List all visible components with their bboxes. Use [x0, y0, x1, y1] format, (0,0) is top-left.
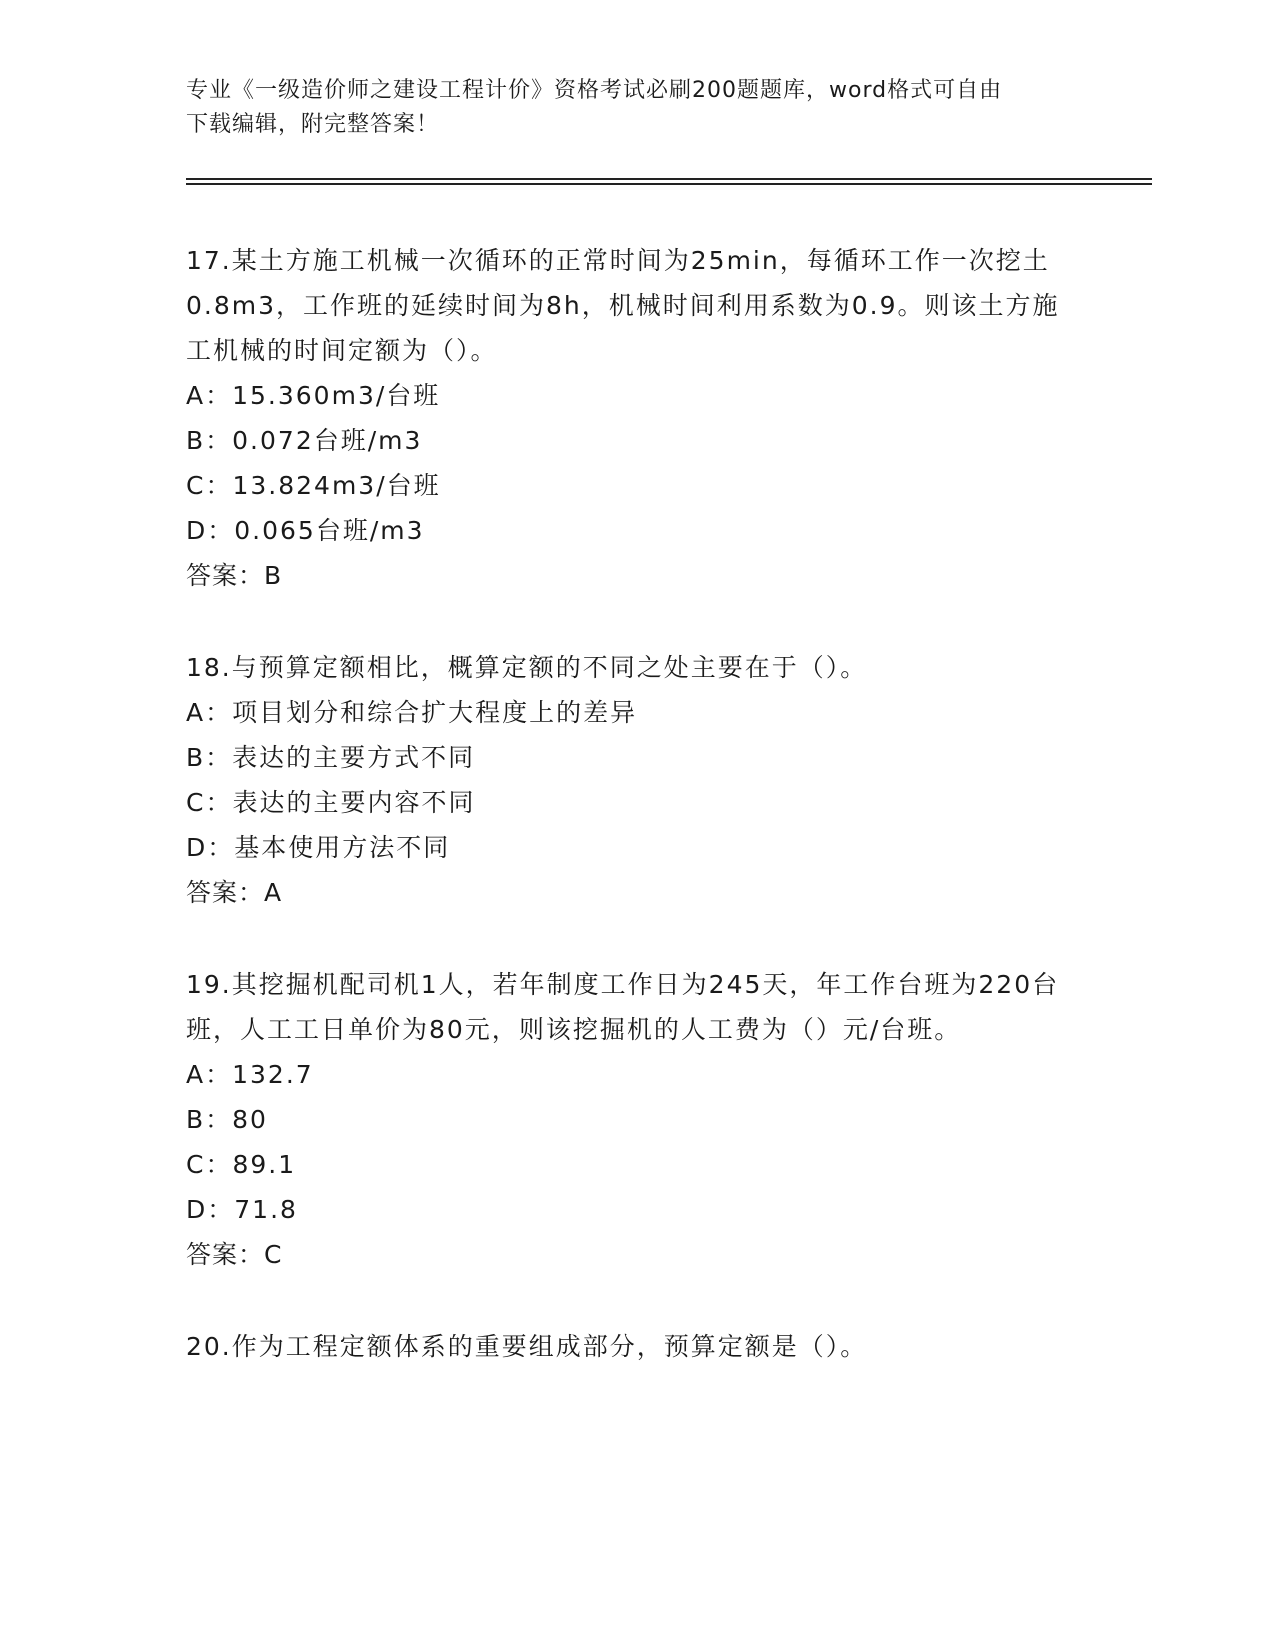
question-stem: 20.作为工程定额体系的重要组成部分，预算定额是（）。 [186, 1332, 868, 1361]
question-stem: 17.某土方施工机械一次循环的正常时间为25min，每循环工作一次挖土0.8m3，工作班的延续时间为8h，机械时间利用系数为0.9。则该土方施工机械的时间定额为（）。 [186, 246, 1060, 365]
option-c [186, 463, 1086, 508]
option-key: B： [186, 1105, 233, 1134]
question-list [186, 238, 1086, 1369]
question-stem: 18.与预算定额相比，概算定额的不同之处主要在于（）。 [186, 653, 868, 682]
question-18 [186, 645, 1086, 915]
option-b [186, 418, 1086, 463]
question-20 [186, 1324, 1086, 1369]
option-key: A： [186, 381, 233, 410]
question-stem: 19.其挖掘机配司机1人，若年制度工作日为245天，年工作台班为220台班，人工工日单价为80元，则该挖掘机的人工费为（）元/台班。 [186, 970, 1060, 1044]
option-text: 表达的主要内容不同 [232, 788, 476, 817]
option-text: 基本使用方法不同 [234, 833, 451, 862]
option-key: C： [186, 1150, 233, 1179]
option-key: A： [186, 1060, 233, 1089]
option-key: A： [186, 698, 233, 727]
option-text: 0.065台班/m3 [234, 516, 425, 545]
document-header [186, 74, 1086, 142]
option-b [186, 1097, 1086, 1142]
option-a [186, 373, 1086, 418]
option-a [186, 690, 1086, 735]
option-text: 132.7 [232, 1060, 314, 1089]
option-key: B： [186, 743, 233, 772]
header-divider-bottom [186, 183, 1152, 185]
option-text: 表达的主要方式不同 [232, 743, 476, 772]
question-17 [186, 238, 1086, 598]
option-a [186, 1052, 1086, 1097]
option-b [186, 735, 1086, 780]
option-key: D： [186, 1195, 235, 1224]
option-text: 15.360m3/台班 [232, 381, 441, 410]
answer-line: 答案：B [186, 561, 283, 590]
option-text: 0.072台班/m3 [232, 426, 423, 455]
option-key: C： [186, 471, 233, 500]
option-text: 89.1 [232, 1150, 297, 1179]
option-text: 13.824m3/台班 [232, 471, 441, 500]
option-text: 80 [232, 1105, 268, 1134]
question-19 [186, 962, 1086, 1277]
option-c [186, 780, 1086, 825]
option-c [186, 1142, 1086, 1187]
answer-line: 答案：A [186, 878, 283, 907]
option-key: B： [186, 426, 233, 455]
option-key: D： [186, 516, 235, 545]
option-d [186, 508, 1086, 553]
option-d [186, 825, 1086, 870]
answer-line: 答案：C [186, 1240, 283, 1269]
option-text: 71.8 [234, 1195, 298, 1224]
option-key: C： [186, 788, 233, 817]
option-d [186, 1187, 1086, 1232]
header-line-1: 专业《一级造价师之建设工程计价》资格考试必刷200题题库，word格式可自由 [186, 78, 1003, 103]
header-divider-top [186, 178, 1152, 180]
option-key: D： [186, 833, 235, 862]
header-line-2: 下载编辑，附完整答案！ [186, 112, 440, 137]
option-text: 项目划分和综合扩大程度上的差异 [232, 698, 638, 727]
